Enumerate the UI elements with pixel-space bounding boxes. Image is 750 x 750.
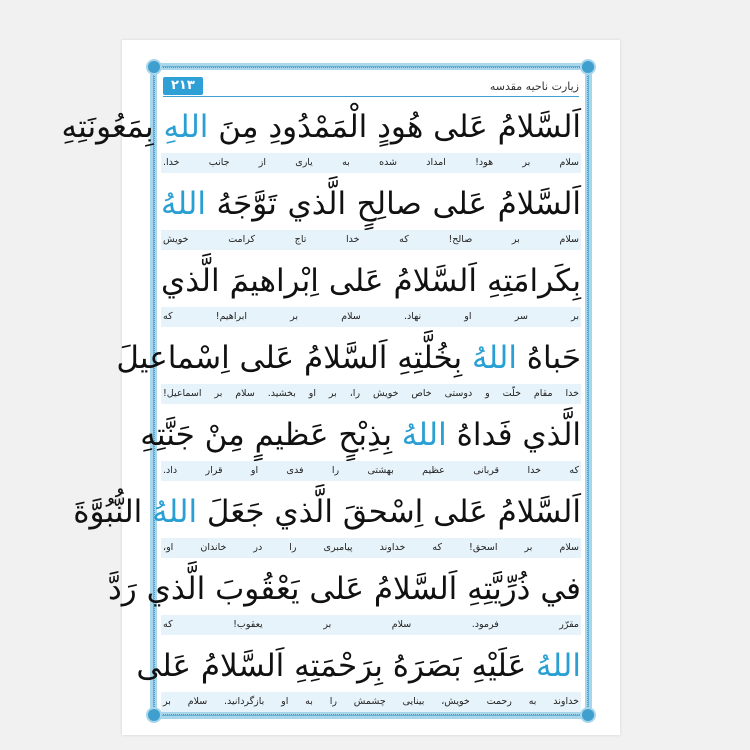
arabic-segment: بِذِبْحٍ عَظيمٍ مِنْ جَنَّتِهِ: [140, 417, 402, 453]
divine-name: اللهُ: [401, 417, 447, 453]
arabic-segment: بِكَرامَتِهِ اَلسَّلامُ عَلی اِبْراهيمَ الَّذي: [161, 263, 581, 299]
arabic-segment: اَلسَّلامُ عَلی اِسْحقَ الَّذي جَعَلَ: [197, 494, 581, 530]
arabic-text: [161, 256, 581, 306]
arabic-text: [73, 487, 581, 537]
verse-line: [73, 487, 581, 565]
arabic-segment: اَلسَّلامُ عَلی هُودٍ الْمَمْدُودِ مِنَ: [208, 109, 581, 145]
corner-ornament-icon: [148, 709, 160, 721]
arabic-text: [161, 179, 581, 229]
running-title: زیارت ناحیه مقدسه: [489, 79, 579, 93]
verse-line: [161, 256, 581, 334]
page-number: ۲۱۳: [163, 77, 203, 95]
arabic-text: [116, 333, 581, 383]
ornamental-border: [61, 63, 592, 719]
divine-name: اللهُ: [471, 340, 517, 376]
verse-line: [61, 102, 581, 180]
text-body: [61, 102, 581, 708]
arabic-segment: النُّبُوَّةَ: [73, 494, 153, 530]
arabic-segment: بِخُلَّتِهِ اَلسَّلامُ عَلی اِسْماعيلَ: [116, 340, 472, 376]
arabic-segment: بِمَعُونَتِهِ: [61, 109, 164, 145]
verse-line: [108, 564, 581, 642]
persian-translation: بر سر او نهاد. سلام بر ابراهیم! که: [161, 307, 581, 327]
divine-name: اللهِ: [163, 109, 209, 145]
persian-translation: که خدا قربانی عظیم بهشتی را فدی او قرار داد.: [161, 461, 581, 481]
verse-line: [161, 179, 581, 257]
verse-line: [136, 641, 581, 719]
persian-translation: خدا مقام خلّت و دوستی خاص خویش را، بر او بخشید. سلام بر اسماعیل!: [161, 384, 581, 404]
arabic-segment: اَلسَّلامُ عَلی صالِحٍ الَّذي تَوَّجَهُ: [205, 186, 581, 222]
persian-translation: سلام بر صالح! که خدا تاج کرامت خویش: [161, 230, 581, 250]
persian-translation: سلام بر هود! امداد شده به یاری از جانب خدا.: [161, 153, 581, 173]
arabic-text: [140, 410, 581, 460]
persian-translation: مقرّر فرمود. سلام بر یعقوب! که: [161, 615, 581, 635]
arabic-segment: الَّذي فَداهُ: [446, 417, 581, 453]
arabic-segment: في ذُرِّيَّتِهِ اَلسَّلامُ عَلی يَعْقُوبَ الَّذي رَدَّ: [108, 571, 581, 607]
persian-translation: خداوند به رحمت خویش، بینایی چشمش را به او بازگردانید. سلام بر: [161, 692, 581, 712]
verse-line: [140, 410, 581, 488]
corner-ornament-icon: [582, 61, 594, 73]
arabic-segment: عَلَيْهِ بَصَرَهُ بِرَحْمَتِهِ اَلسَّلامُ عَلی: [136, 648, 537, 684]
arabic-text: [108, 564, 581, 614]
corner-ornament-icon: [148, 61, 160, 73]
divine-name: اللهُ: [161, 186, 206, 222]
page-header: [163, 76, 579, 97]
divine-name: اللهُ: [536, 648, 581, 684]
divine-name: اللهُ: [152, 494, 198, 530]
corner-ornament-icon: [582, 709, 594, 721]
book-page: [61, 40, 620, 735]
arabic-text: [136, 641, 581, 691]
verse-line: [116, 333, 581, 411]
arabic-text: [61, 102, 581, 152]
arabic-segment: حَباهُ: [516, 340, 581, 376]
persian-translation: سلام بر اسحق! که خداوند پیامبری را در خاندان او،: [161, 538, 581, 558]
